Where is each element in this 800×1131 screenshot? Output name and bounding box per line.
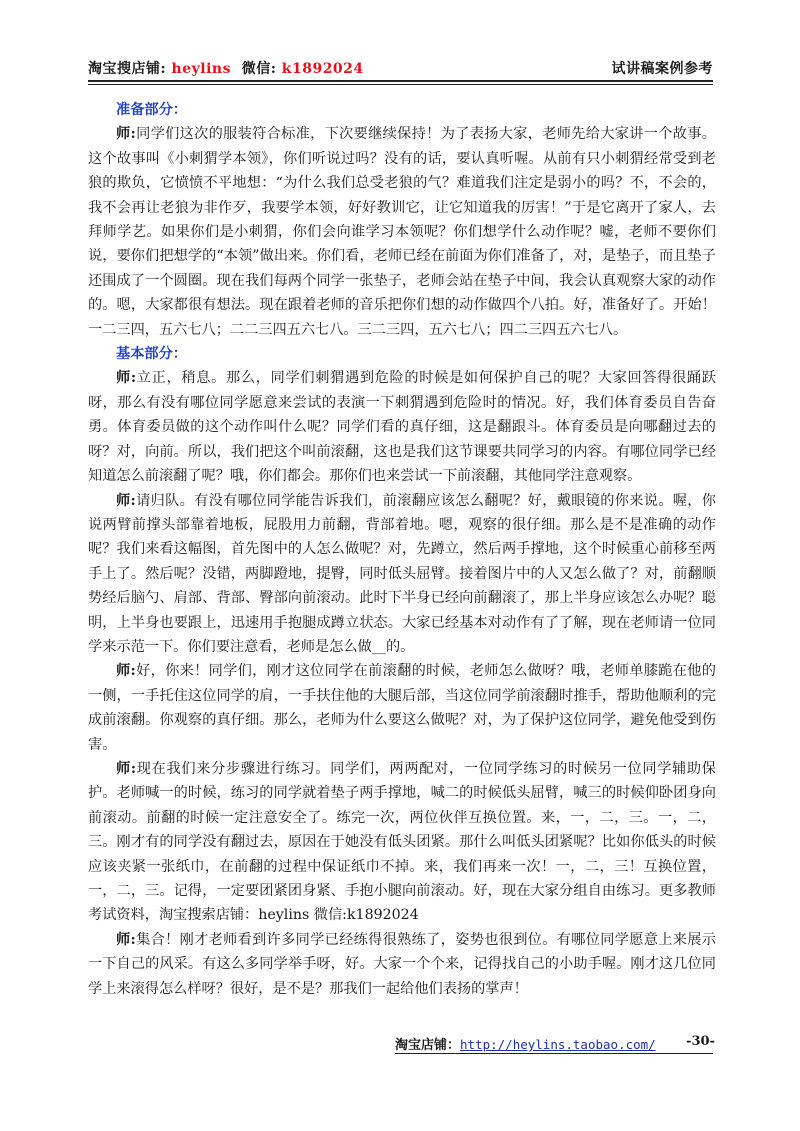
page-header: [88, 56, 713, 80]
paragraph-4: [88, 659, 716, 757]
header-rule-thin: [88, 84, 713, 85]
section-title-basic: 基本部分：: [116, 346, 187, 363]
paragraph-6: [88, 928, 716, 1001]
footer-rule: [395, 1053, 713, 1054]
header-shop-info: [88, 58, 364, 78]
footer-shop-link[interactable]: http://heylins.taobao.com/: [460, 1037, 656, 1052]
section-title-prep: 准备部分：: [116, 102, 187, 118]
header-title: 试讲稿案例参考: [611, 61, 713, 77]
wechat-id: k1892024: [281, 61, 364, 77]
speaker-label: 师:: [116, 370, 137, 387]
paragraph-text: 请归队。有没有哪位同学能告诉我们，前滚翻应该怎么翻呢？好，戴眼镜的你来说。喔，你说两臂前撑头部靠着地板，屁股用力前翻，背部着地。嗯，观察的很仔细。那么是不是准确的动作呢？我们来看这幅图，首先图中的人怎么做呢？对，先蹲立，然后两手撑地，这个时候重心前移至两手上了。然后呢？没错，两脚蹬地，提臀，同时低头屈臂。接着图片中的人又怎么做了？对，前翻顺势经后脑勺、肩部、背部、臀部向前滚动。此时下半身已经向前翻滚了，那上半身应该怎么办呢？聪明，上半身也要跟上，迅速用手抱腿成蹲立状态。大家已经基本对动作有了了解，现在老师请一位同学来示范一下。你们要注意看，老师是怎么做__的。: [88, 492, 716, 655]
paragraph-text: 立正，稍息。那么，同学们刺猬遇到危险的时候是如何保护自己的呢？大家回答得很踊跃呀，那么有没有哪位同学愿意来尝试的表演一下刺猬遇到危险时的情况。好，我们体育委员自告奋勇。体育委员做的这个动作叫什么呢？同学们看的真仔细，这是翻跟斗。体育委员是向哪翻过去的呀？对，向前。所以，我们把这个叫前滚翻，这也是我们这节课要共同学习的内容。有哪位同学已经知道怎么前滚翻了呢？哦，你们都会。那你们也来尝试一下前滚翻，其他同学注意观察。: [88, 370, 716, 485]
footer-label: 淘宝店铺：: [395, 1038, 461, 1053]
speaker-label: 师:: [116, 663, 136, 680]
paragraph-5: [88, 757, 716, 928]
speaker-label: 师:: [116, 126, 136, 143]
paragraph-text: 同学们这次的服装符合标准，下次要继续保持！为了表扬大家，老师先给大家讲一个故事。这个故事叫《小刺猬学本领》，你们听说过吗？没有的话，要认真听喔。从前有只小刺猬经常受到老狼的欺负，它愤愤不平地想：“为什么我们总受老狼的气？难道我们注定是弱小的吗？不，不会的，我不会再让老狼为非作歹，我要学本领，好好教训它，让它知道我的厉害！”于是它离开了家人，去拜师学艺。如果你们是小刺猬，你们会向谁学习本领呢？你们想学什么动作呢？嘘，老师不要你们说，要你们把想学的“本领”做出来。你们看，老师已经在前面为你们准备了，对，是垫子，而且垫子还围成了一个圆圈。现在我们每两个同学一张垫子，老师会站在垫子中间，我会认真观察大家的动作的。嗯，大家都很有想法。现在跟着老师的音乐把你们想的动作做四个八拍。好，准备好了。开始！一二三四，五六七八；二二三四五六七八。三二三四，五六七八；四二三四五六七八。: [88, 126, 716, 338]
paragraph-text: 现在我们来分步骤进行练习。同学们，两两配对，一位同学练习的时候另一位同学辅助保护。老师喊一的时候，练习的同学就着垫子两手撑地，喊二的时候低头屈臂，喊三的时候仰卧团身向前滚动。前翻的时候一定注意安全了。练完一次，两位伙伴互换位置。来，一，二，三。一，二，三。刚才有的同学没有翻过去，原因在于她没有低头团紧。那什么叫低头团紧呢？比如你低头的时候应该夹紧一张纸巾，在前翻的过程中保证纸巾不掉。来，我们再来一次！一，二，三！互换位置，一，二，三。记得，一定要团紧团身紧、手抱小腿向前滚动。好，现在大家分组自由练习。更多教师考试资料，淘宝搜索店铺：heylins 微信:k1892024: [88, 760, 716, 924]
speaker-label: 师:: [116, 492, 136, 509]
shop-label: 淘宝搜店铺:: [88, 61, 172, 77]
page-number: -30-: [686, 1034, 715, 1049]
page-content: [88, 98, 716, 1001]
wechat-label: 微信:: [230, 61, 282, 77]
paragraph-3: [88, 489, 716, 660]
speaker-label: 师:: [116, 931, 136, 948]
paragraph-2: [88, 366, 716, 488]
header-rule-thick: [88, 80, 713, 82]
paragraph-text: 好，你来！同学们，刚才这位同学在前滚翻的时候，老师怎么做呀？哦，老师单膝跪在他的一侧，一手托住这位同学的肩，一手扶住他的大腿后部，当这位同学前滚翻时推手，帮助他顺利的完成前滚翻。你观察的真仔细。那么，老师为什么要这么做呢？对，为了保护这位同学，避免他受到伤害。: [88, 663, 716, 753]
shop-name: heylins: [171, 61, 231, 77]
paragraph-text: 集合！刚才老师看到许多同学已经练得很熟练了，姿势也很到位。有哪位同学愿意上来展示一下自己的风采。有这么多同学举手呀，好。大家一个个来，记得找自己的小助手喔。刚才这几位同学上来滚得怎么样呀？很好，是不是？那我们一起给他们表扬的掌声！: [88, 931, 716, 997]
speaker-label: 师:: [116, 760, 137, 777]
paragraph-1: [88, 122, 716, 342]
page-footer: [395, 1034, 715, 1054]
